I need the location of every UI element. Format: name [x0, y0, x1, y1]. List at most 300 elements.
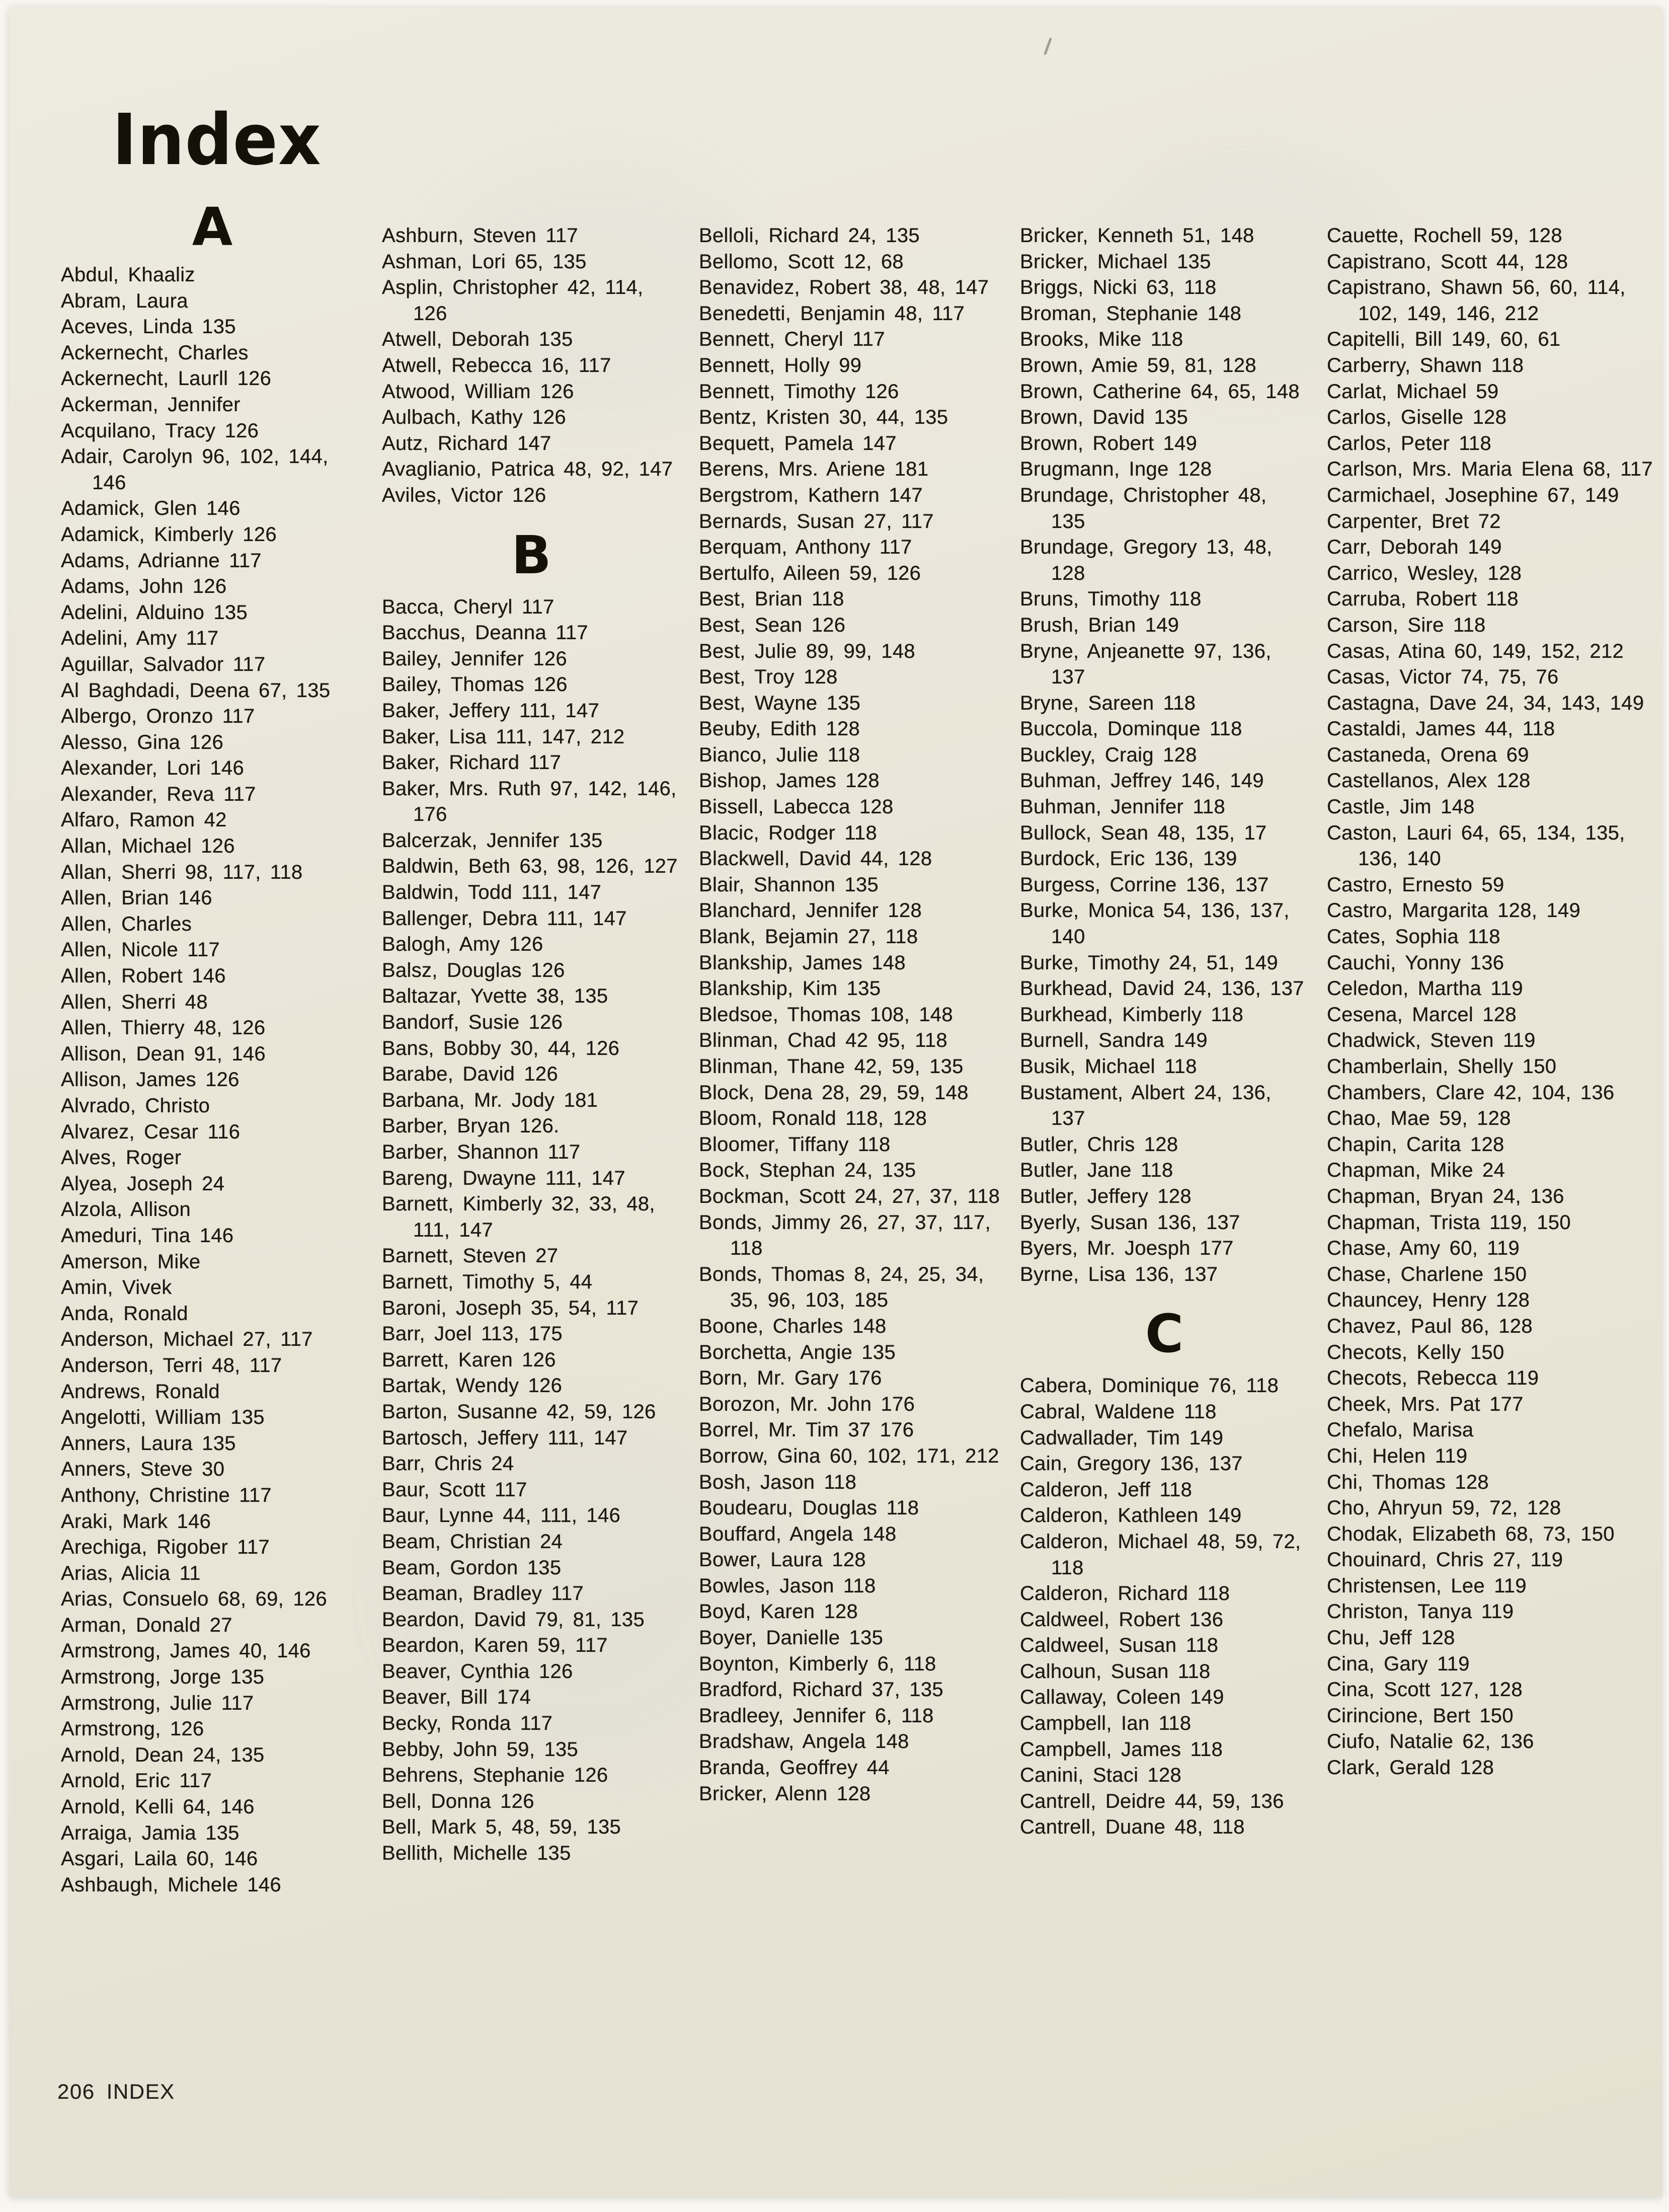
index-entry: Bloomer, Tiffany 118	[699, 1133, 891, 1156]
index-entry: Ackernecht, Laurll 126	[61, 367, 272, 390]
index-entry: Bouffard, Angela 148	[699, 1522, 897, 1545]
index-entry: Bledsoe, Thomas 108, 148	[699, 1003, 953, 1026]
index-entry: Allen, Sherri 48	[61, 990, 208, 1013]
index-entry: Bans, Bobby 30, 44, 126	[382, 1037, 620, 1059]
index-entry: Allen, Charles	[61, 912, 192, 935]
index-entry: Arechiga, Rigober 117	[61, 1536, 270, 1559]
index-entry: Boynton, Kimberly 6, 118	[699, 1652, 936, 1675]
index-entry: Balcerzak, Jennifer 135	[382, 829, 603, 852]
index-entry: Blackwell, David 44, 128	[699, 848, 932, 870]
index-entry: Carpenter, Bret 72	[1327, 510, 1501, 532]
index-entry: Carberry, Shawn 118	[1327, 354, 1524, 376]
index-entry: Alesso, Gina 126	[61, 731, 224, 753]
index-entry: Carruba, Robert 118	[1327, 588, 1519, 611]
index-entry: Borozon, Mr. John 176	[699, 1393, 915, 1415]
index-entry: Brown, Amie 59, 81, 128	[1020, 354, 1256, 376]
index-entry: Beuby, Edith 128	[699, 718, 860, 740]
index-entry: Autz, Richard 147	[382, 432, 551, 454]
index-entry: Baur, Scott 117	[382, 1478, 527, 1501]
index-entry: Aulbach, Kathy 126	[382, 406, 566, 429]
index-entry: Brown, Catherine 64, 65, 148	[1020, 380, 1300, 403]
index-entry: Alyea, Joseph 24	[61, 1172, 225, 1195]
index-entry: Caldweel, Robert 136	[1020, 1608, 1224, 1631]
index-entry: Bricker, Michael 135	[1020, 250, 1211, 273]
index-entry: Beaver, Bill 174	[382, 1686, 531, 1709]
index-entry: Asgari, Laila 60, 146	[61, 1848, 258, 1870]
index-column-3	[699, 201, 1002, 1898]
index-entry: Brundage, Christopher 48, 135	[1020, 484, 1267, 532]
section-letter-a: A	[192, 196, 233, 258]
index-entry: Ackernecht, Charles	[61, 341, 249, 364]
index-entry: Bartak, Wendy 126	[382, 1375, 563, 1397]
index-entry: Caldweel, Susan 118	[1020, 1634, 1219, 1657]
index-entry: Branda, Geoffrey 44	[699, 1757, 890, 1779]
index-entry: Carmichael, Josephine 67, 149	[1327, 484, 1619, 506]
page-footer: 206 INDEX	[57, 2080, 175, 2103]
index-entry: Busik, Michael 118	[1020, 1055, 1197, 1078]
index-entry: Chi, Helen 119	[1327, 1444, 1468, 1467]
index-entry: Alvrado, Christo	[61, 1095, 210, 1117]
index-entry: Armstrong, Jorge 135	[61, 1666, 265, 1689]
index-entry: Briggs, Nicki 63, 118	[1020, 276, 1217, 299]
index-entry: Blankship, Kim 135	[699, 977, 881, 1000]
index-entry: Cantrell, Duane 48, 118	[1020, 1816, 1245, 1839]
index-entry: Castro, Margarita 128, 149	[1327, 899, 1581, 922]
index-entry: Ashbaugh, Michele 146	[61, 1873, 281, 1896]
section-letter-c: C	[1145, 1303, 1184, 1365]
index-entry: Baker, Mrs. Ruth 97, 142, 146, 176	[382, 777, 677, 826]
index-entry: Baker, Jeffery 111, 147	[382, 699, 600, 722]
index-entry: Alfaro, Ramon 42	[61, 809, 227, 831]
index-entry: Buccola, Dominque 118	[1020, 718, 1242, 740]
index-entry: Arraiga, Jamia 135	[61, 1821, 240, 1844]
index-entry: Castle, Jim 148	[1327, 796, 1475, 818]
index-entry: Carr, Deborah 149	[1327, 536, 1502, 559]
index-column-5	[1327, 201, 1654, 1898]
index-entry: Bandorf, Susie 126	[382, 1011, 563, 1034]
index-entry: Bareng, Dwayne 111, 147	[382, 1167, 625, 1189]
index-entry: Barber, Shannon 117	[382, 1141, 581, 1163]
index-entry: Aviles, Victor 126	[382, 484, 546, 506]
index-entry: Blair, Shannon 135	[699, 873, 879, 896]
index-entry: Baur, Lynne 44, 111, 146	[382, 1504, 621, 1527]
index-entry: Block, Dena 28, 29, 59, 148	[699, 1081, 969, 1104]
index-entry: Arias, Consuelo 68, 69, 126	[61, 1588, 327, 1611]
index-entry: Blacic, Rodger 118	[699, 821, 877, 844]
index-entry: Allison, Dean 91, 146	[61, 1042, 266, 1065]
index-entry: Beam, Gordon 135	[382, 1556, 562, 1579]
index-entry: Baker, Lisa 111, 147, 212	[382, 725, 625, 748]
index-entry: Arnold, Dean 24, 135	[61, 1743, 265, 1766]
index-entry: Barbana, Mr. Jody 181	[382, 1089, 598, 1111]
index-entry: Berquam, Anthony 117	[699, 536, 912, 559]
index-entry: Beaman, Bradley 117	[382, 1582, 584, 1605]
index-entry: Berens, Mrs. Ariene 181	[699, 458, 929, 481]
index-entry: Carson, Sire 118	[1327, 614, 1486, 636]
index-entry: Chapin, Carita 128	[1327, 1133, 1504, 1156]
index-entry: Anda, Ronald	[61, 1302, 188, 1325]
index-entry: Barr, Joel 113, 175	[382, 1323, 563, 1345]
index-entry: Benedetti, Benjamin 48, 117	[699, 302, 965, 325]
index-entry: Anners, Steve 30	[61, 1458, 225, 1481]
index-entry: Bartosch, Jeffery 111, 147	[382, 1426, 628, 1449]
index-column-1	[61, 196, 364, 1898]
index-entry: Beam, Christian 24	[382, 1530, 563, 1553]
index-entry: Borrow, Gina 60, 102, 171, 212	[699, 1444, 999, 1467]
index-entry: Cina, Gary 119	[1327, 1652, 1470, 1675]
index-entry: Barabe, David 126	[382, 1063, 559, 1086]
column-2-blocks	[382, 201, 681, 1867]
index-entry: Acquilano, Tracy 126	[61, 419, 259, 442]
index-entry: Baldwin, Todd 111, 147	[382, 881, 602, 904]
index-entry: Bryne, Sareen 118	[1020, 692, 1196, 714]
index-entry: Allen, Nicole 117	[61, 939, 220, 961]
index-entry: Ameduri, Tina 146	[61, 1224, 234, 1247]
index-entry: Armstrong, James 40, 146	[61, 1640, 311, 1662]
column-5-blocks	[1327, 201, 1654, 1781]
index-entry: Bosh, Jason 118	[699, 1471, 857, 1493]
index-entry: Bissell, Labecca 128	[699, 796, 894, 818]
index-entry: Barr, Chris 24	[382, 1453, 514, 1475]
index-entry: Chambers, Clare 42, 104, 136	[1327, 1081, 1615, 1104]
index-entry: Alexander, Lori 146	[61, 757, 244, 780]
index-entry: Brown, David 135	[1020, 406, 1188, 429]
index-entry: Carlos, Giselle 128	[1327, 406, 1507, 429]
index-entry: Best, Wayne 135	[699, 692, 861, 714]
index-entry: Bennett, Timothy 126	[699, 380, 899, 403]
index-entry: Barrett, Karen 126	[382, 1348, 556, 1371]
index-entry: Bower, Laura 128	[699, 1549, 866, 1571]
index-entry: Anderson, Michael 27, 117	[61, 1328, 313, 1351]
index-entry: Bellomo, Scott 12, 68	[699, 250, 904, 273]
index-entry: Bailey, Jennifer 126	[382, 647, 567, 670]
index-entry: Aguillar, Salvador 117	[61, 653, 266, 675]
index-entry: Callaway, Coleen 149	[1020, 1686, 1224, 1709]
index-entry: Cain, Gregory 136, 137	[1020, 1453, 1243, 1475]
index-entry: Bergstrom, Kathern 147	[699, 484, 923, 506]
index-entry: Bennett, Holly 99	[699, 354, 862, 376]
index-entry: Asplin, Christopher 42, 114, 126	[382, 276, 644, 325]
index-entry: Allison, James 126	[61, 1069, 240, 1091]
index-entry: Ashburn, Steven 117	[382, 224, 578, 247]
index-entry: Bailey, Thomas 126	[382, 673, 568, 696]
index-entry: Alexander, Reva 117	[61, 783, 256, 805]
index-entry: Boyd, Karen 128	[699, 1600, 858, 1623]
index-entry: Adams, Adrianne 117	[61, 549, 262, 572]
index-entry: Castaldi, James 44, 118	[1327, 718, 1555, 740]
index-entry: Burgess, Corrine 136, 137	[1020, 873, 1269, 896]
index-entry: Arias, Alicia 11	[61, 1562, 201, 1584]
index-entry: Brush, Brian 149	[1020, 614, 1179, 636]
index-entry: Beaver, Cynthia 126	[382, 1660, 573, 1683]
index-entry: Bacca, Cheryl 117	[382, 595, 554, 618]
index-entry: Burke, Monica 54, 136, 137, 140	[1020, 899, 1290, 948]
index-entry: Chi, Thomas 128	[1327, 1471, 1489, 1493]
index-entry: Cabral, Waldene 118	[1020, 1400, 1217, 1423]
index-entry: Born, Mr. Gary 176	[699, 1367, 882, 1390]
index-entry: Chefalo, Marisa	[1327, 1419, 1474, 1441]
index-entry: Bishop, James 128	[699, 770, 880, 792]
pen-mark	[1044, 37, 1052, 55]
index-entry: Burke, Timothy 24, 51, 149	[1020, 951, 1279, 974]
index-entry: Bell, Donna 126	[382, 1790, 534, 1812]
index-entry: Bradleey, Jennifer 6, 118	[699, 1704, 934, 1727]
index-entry: Brooks, Mike 118	[1020, 328, 1183, 351]
index-entry: Ackerman, Jennifer	[61, 393, 241, 416]
index-entry: Cesena, Marcel 128	[1327, 1003, 1517, 1026]
column-4-blocks	[1020, 201, 1309, 1841]
index-entry: Carlos, Peter 118	[1327, 432, 1492, 454]
index-columns	[61, 196, 1654, 1898]
index-entry: Ashman, Lori 65, 135	[382, 250, 587, 273]
index-entry: Alves, Roger	[61, 1147, 182, 1169]
index-entry: Anthony, Christine 117	[61, 1484, 272, 1506]
index-entry: Adelini, Amy 117	[61, 627, 219, 650]
index-entry: Buhman, Jeffrey 146, 149	[1020, 770, 1264, 792]
index-entry: Armstrong, 126	[61, 1718, 204, 1740]
index-column-4	[1020, 201, 1309, 1898]
index-entry: Cho, Ahryun 59, 72, 128	[1327, 1497, 1561, 1519]
index-entry: Cheek, Mrs. Pat 177	[1327, 1393, 1524, 1415]
index-entry: Allen, Thierry 48, 126	[61, 1017, 266, 1039]
index-entry: Burkhead, David 24, 136, 137	[1020, 977, 1304, 1000]
index-entry: Araki, Mark 146	[61, 1510, 211, 1533]
index-entry: Bennett, Cheryl 117	[699, 328, 885, 351]
index-entry: Bowles, Jason 118	[699, 1574, 876, 1597]
index-entry: Cantrell, Deidre 44, 59, 136	[1020, 1790, 1284, 1812]
index-entry: Baker, Richard 117	[382, 751, 562, 774]
index-entry: Andrews, Ronald	[61, 1380, 220, 1403]
column-3-blocks	[699, 201, 1002, 1807]
index-entry: Calderon, Michael 48, 59, 72, 118	[1020, 1530, 1301, 1579]
index-entry: Baldwin, Beth 63, 98, 126, 127	[382, 855, 678, 878]
index-entry: Borrel, Mr. Tim 37 176	[699, 1419, 914, 1441]
index-entry: Buhman, Jennifer 118	[1020, 796, 1225, 818]
index-entry: Byers, Mr. Joesph 177	[1020, 1237, 1234, 1260]
index-entry: Chu, Jeff 128	[1327, 1627, 1455, 1649]
index-entry: Best, Troy 128	[699, 666, 838, 689]
index-entry: Boyer, Danielle 135	[699, 1627, 884, 1649]
index-entry: Arman, Donald 27	[61, 1614, 232, 1636]
index-entry: Caston, Lauri 64, 65, 134, 135, 136, 140	[1327, 821, 1625, 870]
index-entry: Barnett, Timothy 5, 44	[382, 1270, 593, 1293]
index-entry: Boudearu, Douglas 118	[699, 1497, 919, 1519]
index-entry: Buckley, Craig 128	[1020, 743, 1197, 766]
index-entry: Alzola, Allison	[61, 1198, 191, 1221]
index-entry: Byrne, Lisa 136, 137	[1020, 1263, 1218, 1285]
index-entry: Capistrano, Scott 44, 128	[1327, 250, 1568, 273]
index-entry: Castellanos, Alex 128	[1327, 770, 1531, 792]
index-entry: Bradford, Richard 37, 135	[699, 1679, 943, 1701]
index-entry: Chase, Amy 60, 119	[1327, 1237, 1520, 1260]
index-entry: Calderon, Jeff 118	[1020, 1478, 1193, 1501]
index-entry: Beardon, Karen 59, 117	[382, 1634, 608, 1657]
index-entry: Bruns, Timothy 118	[1020, 588, 1202, 611]
index-entry: Broman, Stephanie 148	[1020, 302, 1242, 325]
index-entry: Amerson, Mike	[61, 1250, 201, 1273]
index-entry: Becky, Ronda 117	[382, 1712, 553, 1735]
index-column-2	[382, 201, 681, 1898]
index-entry: Baroni, Joseph 35, 54, 117	[382, 1296, 639, 1319]
index-entry: Behrens, Stephanie 126	[382, 1764, 608, 1787]
index-entry: Carrico, Wesley, 128	[1327, 562, 1522, 584]
index-entry: Chavez, Paul 86, 128	[1327, 1315, 1533, 1337]
index-entry: Atwell, Rebecca 16, 117	[382, 354, 611, 376]
index-entry: Butler, Jeffery 128	[1020, 1185, 1191, 1207]
index-entry: Bianco, Julie 118	[699, 743, 860, 766]
index-entry: Bell, Mark 5, 48, 59, 135	[382, 1816, 621, 1839]
index-entry: Blanchard, Jennifer 128	[699, 899, 922, 922]
index-entry: Cauette, Rochell 59, 128	[1327, 224, 1562, 247]
index-entry: Bradshaw, Angela 148	[699, 1730, 909, 1753]
index-entry: Chapman, Trista 119, 150	[1327, 1211, 1571, 1234]
index-entry: Beardon, David 79, 81, 135	[382, 1608, 645, 1631]
index-entry: Albergo, Oronzo 117	[61, 705, 255, 728]
index-entry: Casas, Atina 60, 149, 152, 212	[1327, 640, 1624, 662]
index-entry: Best, Brian 118	[699, 588, 844, 611]
index-entry: Allan, Michael 126	[61, 835, 235, 858]
index-entry: Chauncey, Henry 128	[1327, 1289, 1530, 1312]
index-entry: Barber, Bryan 126.	[382, 1115, 560, 1137]
index-entry: Byerly, Susan 136, 137	[1020, 1211, 1240, 1234]
index-entry: Borchetta, Angie 135	[699, 1341, 896, 1363]
index-entry: Checots, Kelly 150	[1327, 1341, 1504, 1363]
index-entry: Bellith, Michelle 135	[382, 1842, 571, 1865]
index-entry: Bonds, Jimmy 26, 27, 37, 117, 118	[699, 1211, 991, 1260]
index-entry: Adelini, Alduino 135	[61, 601, 248, 624]
section-letter-b: B	[511, 524, 551, 586]
index-entry: Chodak, Elizabeth 68, 73, 150	[1327, 1522, 1615, 1545]
index-entry: Baltazar, Yvette 38, 135	[382, 985, 608, 1008]
index-entry: Celedon, Martha 119	[1327, 977, 1523, 1000]
index-entry: Armstrong, Julie 117	[61, 1692, 254, 1714]
index-entry: Chouinard, Chris 27, 119	[1327, 1549, 1563, 1571]
index-entry: Adamick, Kimberly 126	[61, 523, 277, 546]
index-entry: Best, Julie 89, 99, 148	[699, 640, 915, 662]
index-entry: Atwood, William 126	[382, 380, 574, 403]
index-entry: Calderon, Kathleen 149	[1020, 1504, 1242, 1527]
index-entry: Calderon, Richard 118	[1020, 1582, 1230, 1605]
index-entry: Belloli, Richard 24, 135	[699, 224, 920, 247]
index-entry: Aceves, Linda 135	[61, 316, 236, 338]
index-entry: Balogh, Amy 126	[382, 933, 543, 956]
index-entry: Benavidez, Robert 38, 48, 147	[699, 276, 989, 299]
index-entry: Butler, Chris 128	[1020, 1133, 1178, 1156]
index-entry: Cirincione, Bert 150	[1327, 1704, 1514, 1727]
index-entry: Castagna, Dave 24, 34, 143, 149	[1327, 692, 1644, 714]
index-entry: Cadwallader, Tim 149	[1020, 1426, 1224, 1449]
index-entry: Checots, Rebecca 119	[1327, 1367, 1539, 1390]
index-entry: Chao, Mae 59, 128	[1327, 1107, 1511, 1130]
index-entry: Burnell, Sandra 149	[1020, 1029, 1208, 1052]
index-entry: Ciufo, Natalie 62, 136	[1327, 1730, 1534, 1753]
index-entry: Bonds, Thomas 8, 24, 25, 34, 35, 96, 103, 185	[699, 1263, 984, 1312]
index-entry: Bustament, Albert 24, 136, 137	[1020, 1081, 1271, 1130]
index-entry: Allen, Brian 146	[61, 887, 212, 909]
index-entry: Carlson, Mrs. Maria Elena 68, 117	[1327, 458, 1653, 481]
index-entry: Bricker, Kenneth 51, 148	[1020, 224, 1254, 247]
index-entry: Boone, Charles 148	[699, 1315, 887, 1337]
index-entry: Burdock, Eric 136, 139	[1020, 848, 1237, 870]
index-entry: Avaglianio, Patrica 48, 92, 147	[382, 458, 673, 481]
yearbook-index-page	[9, 7, 1662, 2197]
index-entry: Barnett, Kimberly 32, 33, 48, 111, 147	[382, 1193, 655, 1241]
index-entry: Bebby, John 59, 135	[382, 1738, 579, 1761]
index-entry: Capitelli, Bill 149, 60, 61	[1327, 328, 1561, 351]
page-title: Index	[112, 99, 322, 181]
index-entry: Christensen, Lee 119	[1327, 1574, 1527, 1597]
index-entry: Bock, Stephan 24, 135	[699, 1159, 916, 1182]
index-entry: Castaneda, Orena 69	[1327, 743, 1529, 766]
index-entry: Arnold, Kelli 64, 146	[61, 1796, 255, 1818]
index-entry: Atwell, Deborah 135	[382, 328, 573, 351]
index-entry: Adams, John 126	[61, 575, 227, 598]
index-entry: Adair, Carolyn 96, 102, 144, 146	[61, 445, 329, 494]
index-entry: Angelotti, William 135	[61, 1406, 265, 1429]
index-entry: Cabera, Dominique 76, 118	[1020, 1375, 1279, 1397]
index-entry: Calhoun, Susan 118	[1020, 1660, 1211, 1683]
index-entry: Bullock, Sean 48, 135, 17	[1020, 821, 1267, 844]
index-entry: Al Baghdadi, Deena 67, 135	[61, 679, 331, 702]
index-entry: Chapman, Mike 24	[1327, 1159, 1505, 1182]
index-entry: Abram, Laura	[61, 289, 188, 312]
index-entry: Bacchus, Deanna 117	[382, 622, 588, 644]
index-entry: Casas, Victor 74, 75, 76	[1327, 666, 1559, 689]
index-entry: Castro, Ernesto 59	[1327, 873, 1504, 896]
index-entry: Bloom, Ronald 118, 128	[699, 1107, 927, 1130]
index-entry: Cina, Scott 127, 128	[1327, 1679, 1523, 1701]
index-entry: Blinman, Thane 42, 59, 135	[699, 1055, 964, 1078]
index-entry: Cauchi, Yonny 136	[1327, 951, 1504, 974]
index-entry: Bernards, Susan 27, 117	[699, 510, 934, 532]
index-entry: Chadwick, Steven 119	[1327, 1029, 1536, 1052]
index-entry: Chase, Charlene 150	[1327, 1263, 1527, 1285]
index-entry: Best, Sean 126	[699, 614, 846, 636]
index-entry: Bockman, Scott 24, 27, 37, 118	[699, 1185, 1000, 1207]
index-entry: Carlat, Michael 59	[1327, 380, 1499, 403]
index-entry: Barnett, Steven 27	[382, 1245, 559, 1267]
index-entry: Barton, Susanne 42, 59, 126	[382, 1400, 656, 1423]
index-entry: Bryne, Anjeanette 97, 136, 137	[1020, 640, 1271, 689]
index-entry: Arnold, Eric 117	[61, 1770, 212, 1792]
index-entry: Allan, Sherri 98, 117, 118	[61, 861, 303, 883]
index-entry: Blankship, James 148	[699, 951, 906, 974]
index-entry: Abdul, Khaaliz	[61, 264, 195, 286]
index-entry: Anners, Laura 135	[61, 1432, 236, 1455]
index-entry: Brown, Robert 149	[1020, 432, 1198, 454]
index-entry: Bentz, Kristen 30, 44, 135	[699, 406, 948, 429]
index-entry: Balsz, Douglas 126	[382, 959, 565, 981]
index-entry: Ballenger, Debra 111, 147	[382, 907, 627, 930]
index-entry: Chamberlain, Shelly 150	[1327, 1055, 1557, 1078]
index-entry: Allen, Robert 146	[61, 965, 226, 987]
index-entry: Blank, Bejamin 27, 118	[699, 926, 918, 948]
index-entry: Alvarez, Cesar 116	[61, 1120, 241, 1143]
column-1-blocks	[61, 196, 364, 1898]
index-entry: Anderson, Terri 48, 117	[61, 1354, 282, 1377]
index-entry: Campbell, James 118	[1020, 1738, 1223, 1761]
index-entry: Brundage, Gregory 13, 48, 128	[1020, 536, 1273, 584]
index-entry: Christon, Tanya 119	[1327, 1600, 1514, 1623]
index-entry: Blinman, Chad 42 95, 118	[699, 1029, 947, 1052]
index-entry: Bequett, Pamela 147	[699, 432, 897, 454]
index-entry: Bertulfo, Aileen 59, 126	[699, 562, 921, 584]
index-entry: Bricker, Alenn 128	[699, 1782, 871, 1805]
index-entry: Burkhead, Kimberly 118	[1020, 1003, 1244, 1026]
index-entry: Adamick, Glen 146	[61, 497, 241, 520]
index-entry: Campbell, Ian 118	[1020, 1712, 1191, 1735]
index-entry: Chapman, Bryan 24, 136	[1327, 1185, 1564, 1207]
